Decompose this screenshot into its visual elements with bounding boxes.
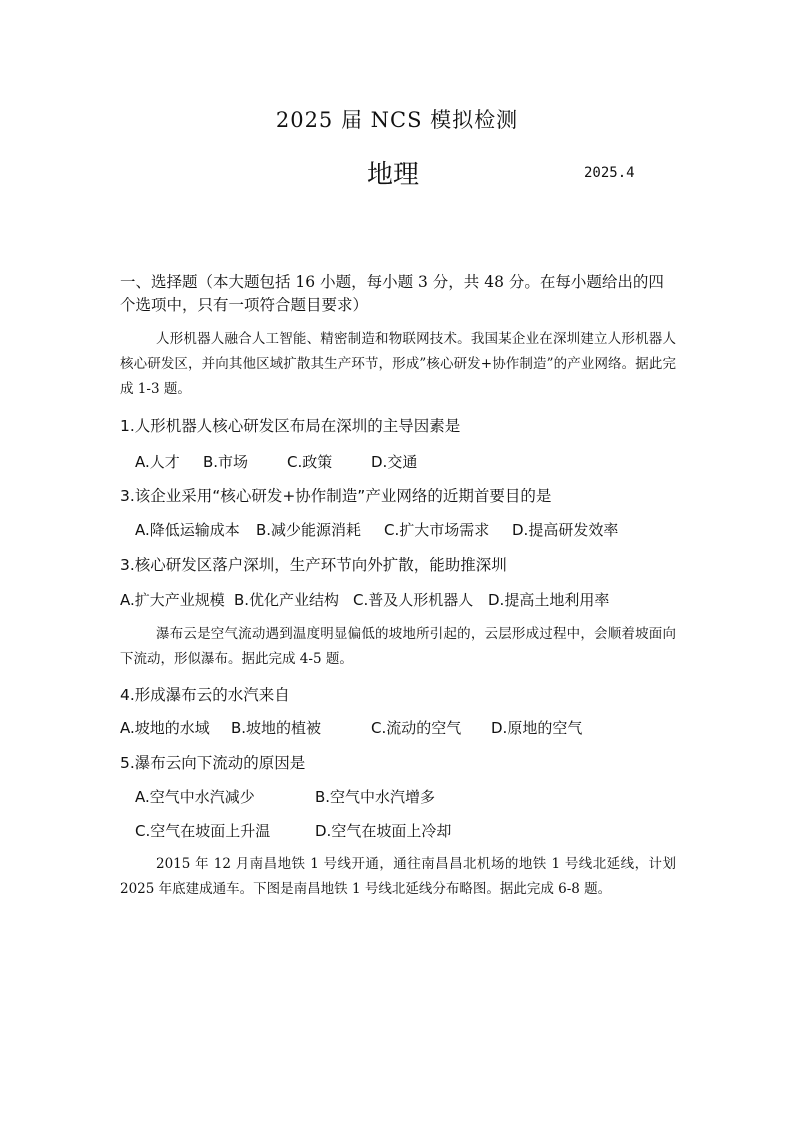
question-3-option-d: D.提高土地利用率 — [488, 591, 610, 609]
question-1-option-a: A.人才 — [135, 453, 180, 471]
question-2-stem: 3.该企业采用“核心研发+协作制造”产业网络的近期首要目的是 — [120, 487, 552, 505]
question-3-option-a: A.扩大产业规模 — [120, 591, 225, 609]
passage-robot: 人形机器人融合人工智能、精密制造和物联网技术。我国某企业在深圳建立人形机器人核心研发区，并向其他区域扩散其生产环节，形成”核心研发+协作制造”的产业网络。据此完成 1-3 题。 — [120, 331, 676, 397]
question-4-option-b: B.坡地的植被 — [231, 719, 322, 737]
section-heading: 一、选择题（本大题包括 16 小题，每小题 3 分，共 48 分。在每小题给出的四个选项中，只有一项符合题目要求） — [120, 273, 664, 314]
question-5-option-b: B.空气中水汽增多 — [315, 788, 436, 806]
question-4-option-a: A.坡地的水域 — [120, 719, 210, 737]
question-1-option-b: B.市场 — [203, 453, 249, 471]
question-5-option-c: C.空气在坡面上升温 — [135, 822, 271, 840]
question-3-stem: 3.核心研发区落户深圳，生产环节向外扩散，能助推深圳 — [120, 556, 507, 574]
question-4-option-c: C.流动的空气 — [371, 719, 462, 737]
question-5-stem: 5.瀑布云向下流动的原因是 — [120, 754, 306, 772]
question-4-stem: 4.形成瀑布云的水汽来自 — [120, 686, 290, 704]
question-3-option-c: C.普及人形机器人 — [353, 591, 474, 609]
question-2-option-d: D.提高研发效率 — [512, 521, 619, 539]
question-4-option-d: D.原地的空气 — [491, 719, 583, 737]
question-3-option-b: B.优化产业结构 — [234, 591, 340, 609]
question-2-option-c: C.扩大市场需求 — [384, 521, 490, 539]
subject-title: 地理 — [367, 160, 420, 190]
question-5-option-d: D.空气在坡面上冷却 — [315, 822, 452, 840]
passage-waterfall-cloud: 瀑布云是空气流动遇到温度明显偏低的坡地所引起的，云层形成过程中，会顺着坡面向下流动，形似瀑布。据此完成 4-5 题。 — [120, 626, 676, 667]
passage-nanchang-metro: 2015 年 12 月南昌地铁 1 号线开通，通往南昌昌北机场的地铁 1 号线北延线，计划 2025 年底建成通车。下图是南昌地铁 1 号线北延线分布略图。据此完成 6-8 题。 — [120, 856, 676, 897]
question-2-option-b: B.减少能源消耗 — [256, 521, 362, 539]
exam-date: 2025.4 — [584, 165, 635, 181]
question-1-option-d: D.交通 — [371, 453, 418, 471]
question-1-option-c: C.政策 — [287, 453, 333, 471]
question-1-stem: 1.人形机器人核心研发区布局在深圳的主导因素是 — [120, 417, 461, 435]
question-5-option-a: A.空气中水汽减少 — [135, 788, 255, 806]
question-2-option-a: A.降低运输成本 — [135, 521, 240, 539]
exam-title: 2025 届 NCS 模拟检测 — [275, 108, 519, 132]
